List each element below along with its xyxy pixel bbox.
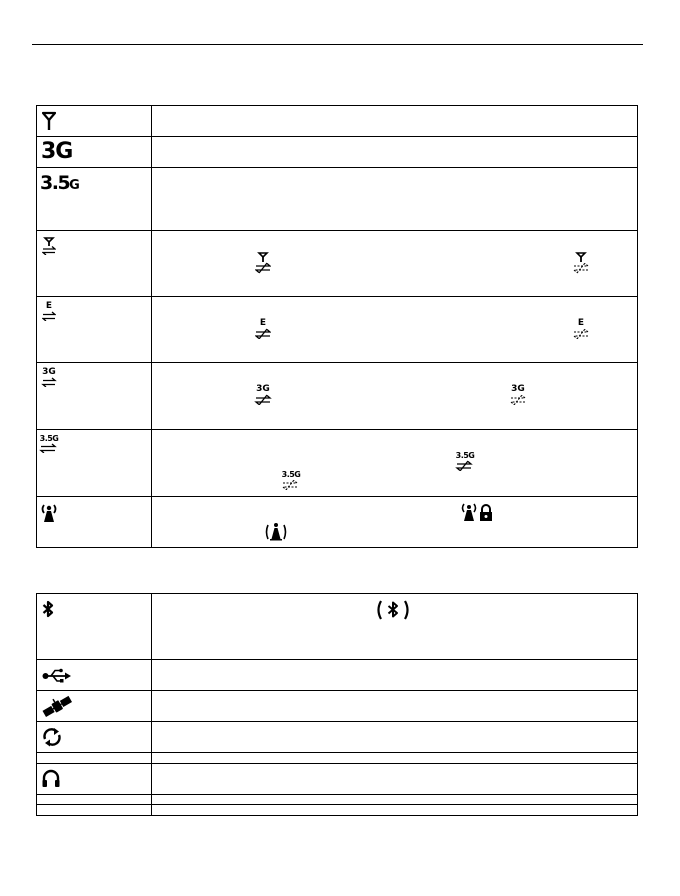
description-cell — [152, 722, 638, 753]
gprs-on-hold-icon — [573, 252, 589, 279]
egprs-suspended-icon — [255, 319, 271, 339]
table-row — [37, 722, 638, 753]
header-rule — [32, 44, 643, 45]
icon-cell — [37, 231, 152, 297]
table-row — [37, 231, 638, 297]
bluetooth-icon — [42, 600, 54, 623]
table-row — [37, 363, 638, 430]
icon-cell — [37, 691, 152, 722]
description-cell — [152, 137, 638, 168]
icon-label: 3G — [511, 384, 525, 394]
icon-label: 3.5G — [281, 470, 301, 479]
description-cell — [152, 691, 638, 722]
icon-label: 3.5G — [39, 434, 59, 443]
gprs-data-connection-icon — [42, 237, 56, 260]
icon-label: 3G — [256, 384, 270, 394]
icon-cell — [37, 168, 152, 231]
description-cell — [152, 795, 638, 805]
icon-label: 3G — [42, 367, 56, 377]
bluetooth-transfer-icon — [376, 599, 410, 626]
3g-network-icon: 3G — [41, 139, 73, 164]
table-row — [37, 805, 638, 816]
description-cell — [152, 764, 638, 795]
usb-icon — [42, 668, 72, 689]
table-row — [37, 764, 638, 795]
description-cell — [152, 753, 638, 764]
3g-on-hold-icon — [509, 385, 527, 405]
headset-icon — [41, 769, 61, 794]
icon-cell — [37, 594, 152, 660]
table-row — [37, 795, 638, 805]
icon-cell — [37, 430, 152, 497]
icon-label: E — [45, 301, 53, 311]
icon-cell — [37, 497, 152, 548]
wlan-available-icon — [40, 503, 58, 528]
table-row — [37, 430, 638, 497]
description-cell — [152, 805, 638, 816]
gprs-suspended-icon — [255, 252, 271, 279]
egprs-data-connection-icon — [42, 302, 56, 321]
connectivity-status-table — [36, 593, 638, 816]
description-cell — [152, 363, 638, 430]
icon-cell — [37, 660, 152, 691]
gps-icon — [41, 695, 73, 722]
description-cell — [152, 297, 638, 363]
icon-cell — [37, 106, 152, 137]
table-row — [37, 497, 638, 548]
table-row — [37, 137, 638, 168]
egprs-on-hold-icon — [573, 319, 589, 339]
signal-antenna-icon — [42, 111, 56, 136]
wlan-secured-icon — [460, 502, 494, 527]
description-cell — [152, 231, 638, 297]
icon-cell — [37, 753, 152, 764]
icon-cell — [37, 722, 152, 753]
sync-icon — [41, 727, 63, 752]
table-row — [37, 106, 638, 137]
hsdpa-suspended-icon — [454, 452, 476, 471]
icon-label: 3.5 — [40, 172, 70, 194]
table-row — [37, 297, 638, 363]
3g-suspended-icon — [254, 385, 272, 405]
icon-label: E — [577, 318, 585, 328]
table-row — [37, 753, 638, 764]
icon-cell — [37, 795, 152, 805]
3g-data-connection-icon — [41, 368, 57, 387]
hsdpa-on-hold-icon — [280, 471, 302, 490]
wlan-connection-active-icon — [265, 521, 287, 546]
description-cell — [152, 168, 638, 231]
description-cell — [152, 430, 638, 497]
description-cell — [152, 660, 638, 691]
table-row — [37, 168, 638, 231]
table-row — [37, 691, 638, 722]
icon-cell — [37, 805, 152, 816]
table-row — [37, 594, 638, 660]
3-5g-hsdpa-icon — [40, 174, 78, 193]
icon-label: E — [259, 318, 267, 328]
icon-label-suffix: G — [69, 178, 79, 193]
network-status-table — [36, 105, 638, 548]
description-cell — [152, 497, 638, 548]
description-cell — [152, 106, 638, 137]
icon-cell — [37, 363, 152, 430]
icon-label: 3.5G — [455, 451, 475, 460]
hsdpa-data-connection-icon — [39, 435, 59, 453]
icon-cell — [37, 137, 152, 168]
description-cell — [152, 594, 638, 660]
icon-cell — [37, 764, 152, 795]
icon-cell — [37, 297, 152, 363]
table-row — [37, 660, 638, 691]
